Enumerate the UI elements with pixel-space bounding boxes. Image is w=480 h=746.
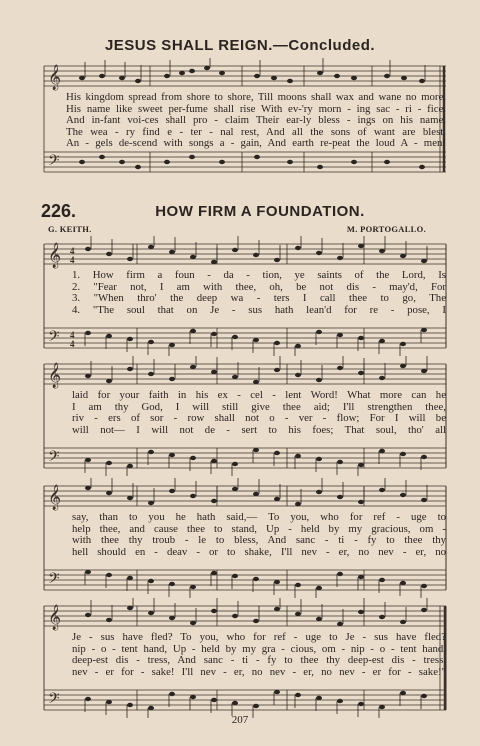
- lyric-line: His name like sweet per-fume shall rise With ev-'ry morn - ing sac - ri - fice.: [66, 102, 446, 115]
- hymn2-lyrics-block: [72, 270, 446, 316]
- lyric-line: I am thy God, I will still give thee aid; I'll strengthen thee,: [72, 400, 446, 413]
- lyric-line: 1. How firm a foun - da - tion, ye saints of the Lord, Is: [72, 269, 446, 281]
- lyric-line: deep-est dis - tress, And sanc - ti - fy to thee thy deep-est dis - tress.: [72, 654, 446, 667]
- svg-text:𝄞: 𝄞: [48, 363, 62, 388]
- lyric-line: say, than to you he hath said,— To you, who for ref - uge to: [72, 511, 446, 523]
- hymn-title: HOW FIRM A FOUNDATION.: [155, 203, 365, 220]
- concluded-hymn-title: JESUS SHALL REIGN.—Concluded.: [104, 37, 376, 54]
- svg-text:𝄞: 𝄞: [48, 65, 62, 90]
- svg-text:𝄞: 𝄞: [48, 243, 62, 268]
- svg-text:𝄢: 𝄢: [48, 328, 60, 349]
- hymn2-lyrics-block: [72, 632, 446, 678]
- author-credit: G. KEITH.: [48, 224, 92, 234]
- lyric-line: The wea - ry find e - ter - nal rest, And all the sons of want are blest.: [66, 125, 446, 138]
- hymn2-lyrics-block: [72, 512, 446, 558]
- svg-text:4: 4: [70, 330, 75, 340]
- lyric-line: 2. "Fear not, I am with thee, oh, be not dis - may'd, For: [72, 280, 446, 293]
- lyric-line: 4. "The soul that on Je - sus hath lean'd for re - pose, I: [72, 303, 446, 316]
- hymn1-lyrics-block: [66, 92, 446, 150]
- lyric-line: 3. "When thro' the deep wa - ters I call thee to go, The: [72, 292, 446, 305]
- lyric-line: with thee thy troub - le to bless, And sanc - ti - fy to thee thy: [72, 534, 446, 547]
- svg-text:𝄢: 𝄢: [48, 448, 60, 469]
- svg-text:4: 4: [70, 255, 75, 265]
- svg-text:4: 4: [70, 339, 75, 349]
- svg-text:𝄢: 𝄢: [48, 690, 60, 711]
- hymn-number: 226.: [41, 201, 77, 221]
- svg-text:𝄞: 𝄞: [48, 605, 62, 630]
- svg-text:𝄞: 𝄞: [48, 485, 62, 510]
- svg-text:𝄢: 𝄢: [48, 570, 60, 591]
- svg-text:𝄢: 𝄢: [48, 152, 60, 173]
- lyric-line: laid for your faith in his ex - cel - lent Word! What more can he: [72, 389, 446, 401]
- lyric-line: An - gels de-scend with songs a - gain, And earth re-peat the loud A - men!: [66, 137, 446, 150]
- lyric-line: His kingdom spread from shore to shore, Till moons shall wax and wane no more.: [66, 91, 446, 103]
- composer-credit: M. PORTOGALLO.: [346, 224, 426, 234]
- lyric-line: And in-fant voi-ces shall pro - claim Their ear-ly bless - ings on his name.: [66, 114, 446, 127]
- hymn2-lyrics-block: [72, 390, 446, 436]
- lyric-line: hell should en - deav - or to shake, I'll nev - er, no nev - er, no: [72, 545, 446, 558]
- lyric-line: will not— I will not de - sert to his foes; That soul, tho' all: [72, 423, 446, 436]
- lyric-line: help thee, and cause thee to stand, Up - held by my gracious, om -: [72, 522, 446, 535]
- lyric-line: Je - sus have fled? To you, who for ref - uge to Je - sus have fled?: [72, 631, 446, 643]
- page-number: 207: [231, 714, 249, 726]
- lyric-line: nip - o - tent hand, Up - held by my gra - cious, om - nip - o - tent hand.: [72, 642, 446, 655]
- lyric-line: riv - ers of sor - row shall not o - ver - flow; For I will be: [72, 412, 446, 425]
- lyric-line: nev - er for - sake! I'll nev - er, no nev - er, no nev - er for - sake!": [72, 665, 446, 678]
- svg-text:4: 4: [70, 246, 75, 256]
